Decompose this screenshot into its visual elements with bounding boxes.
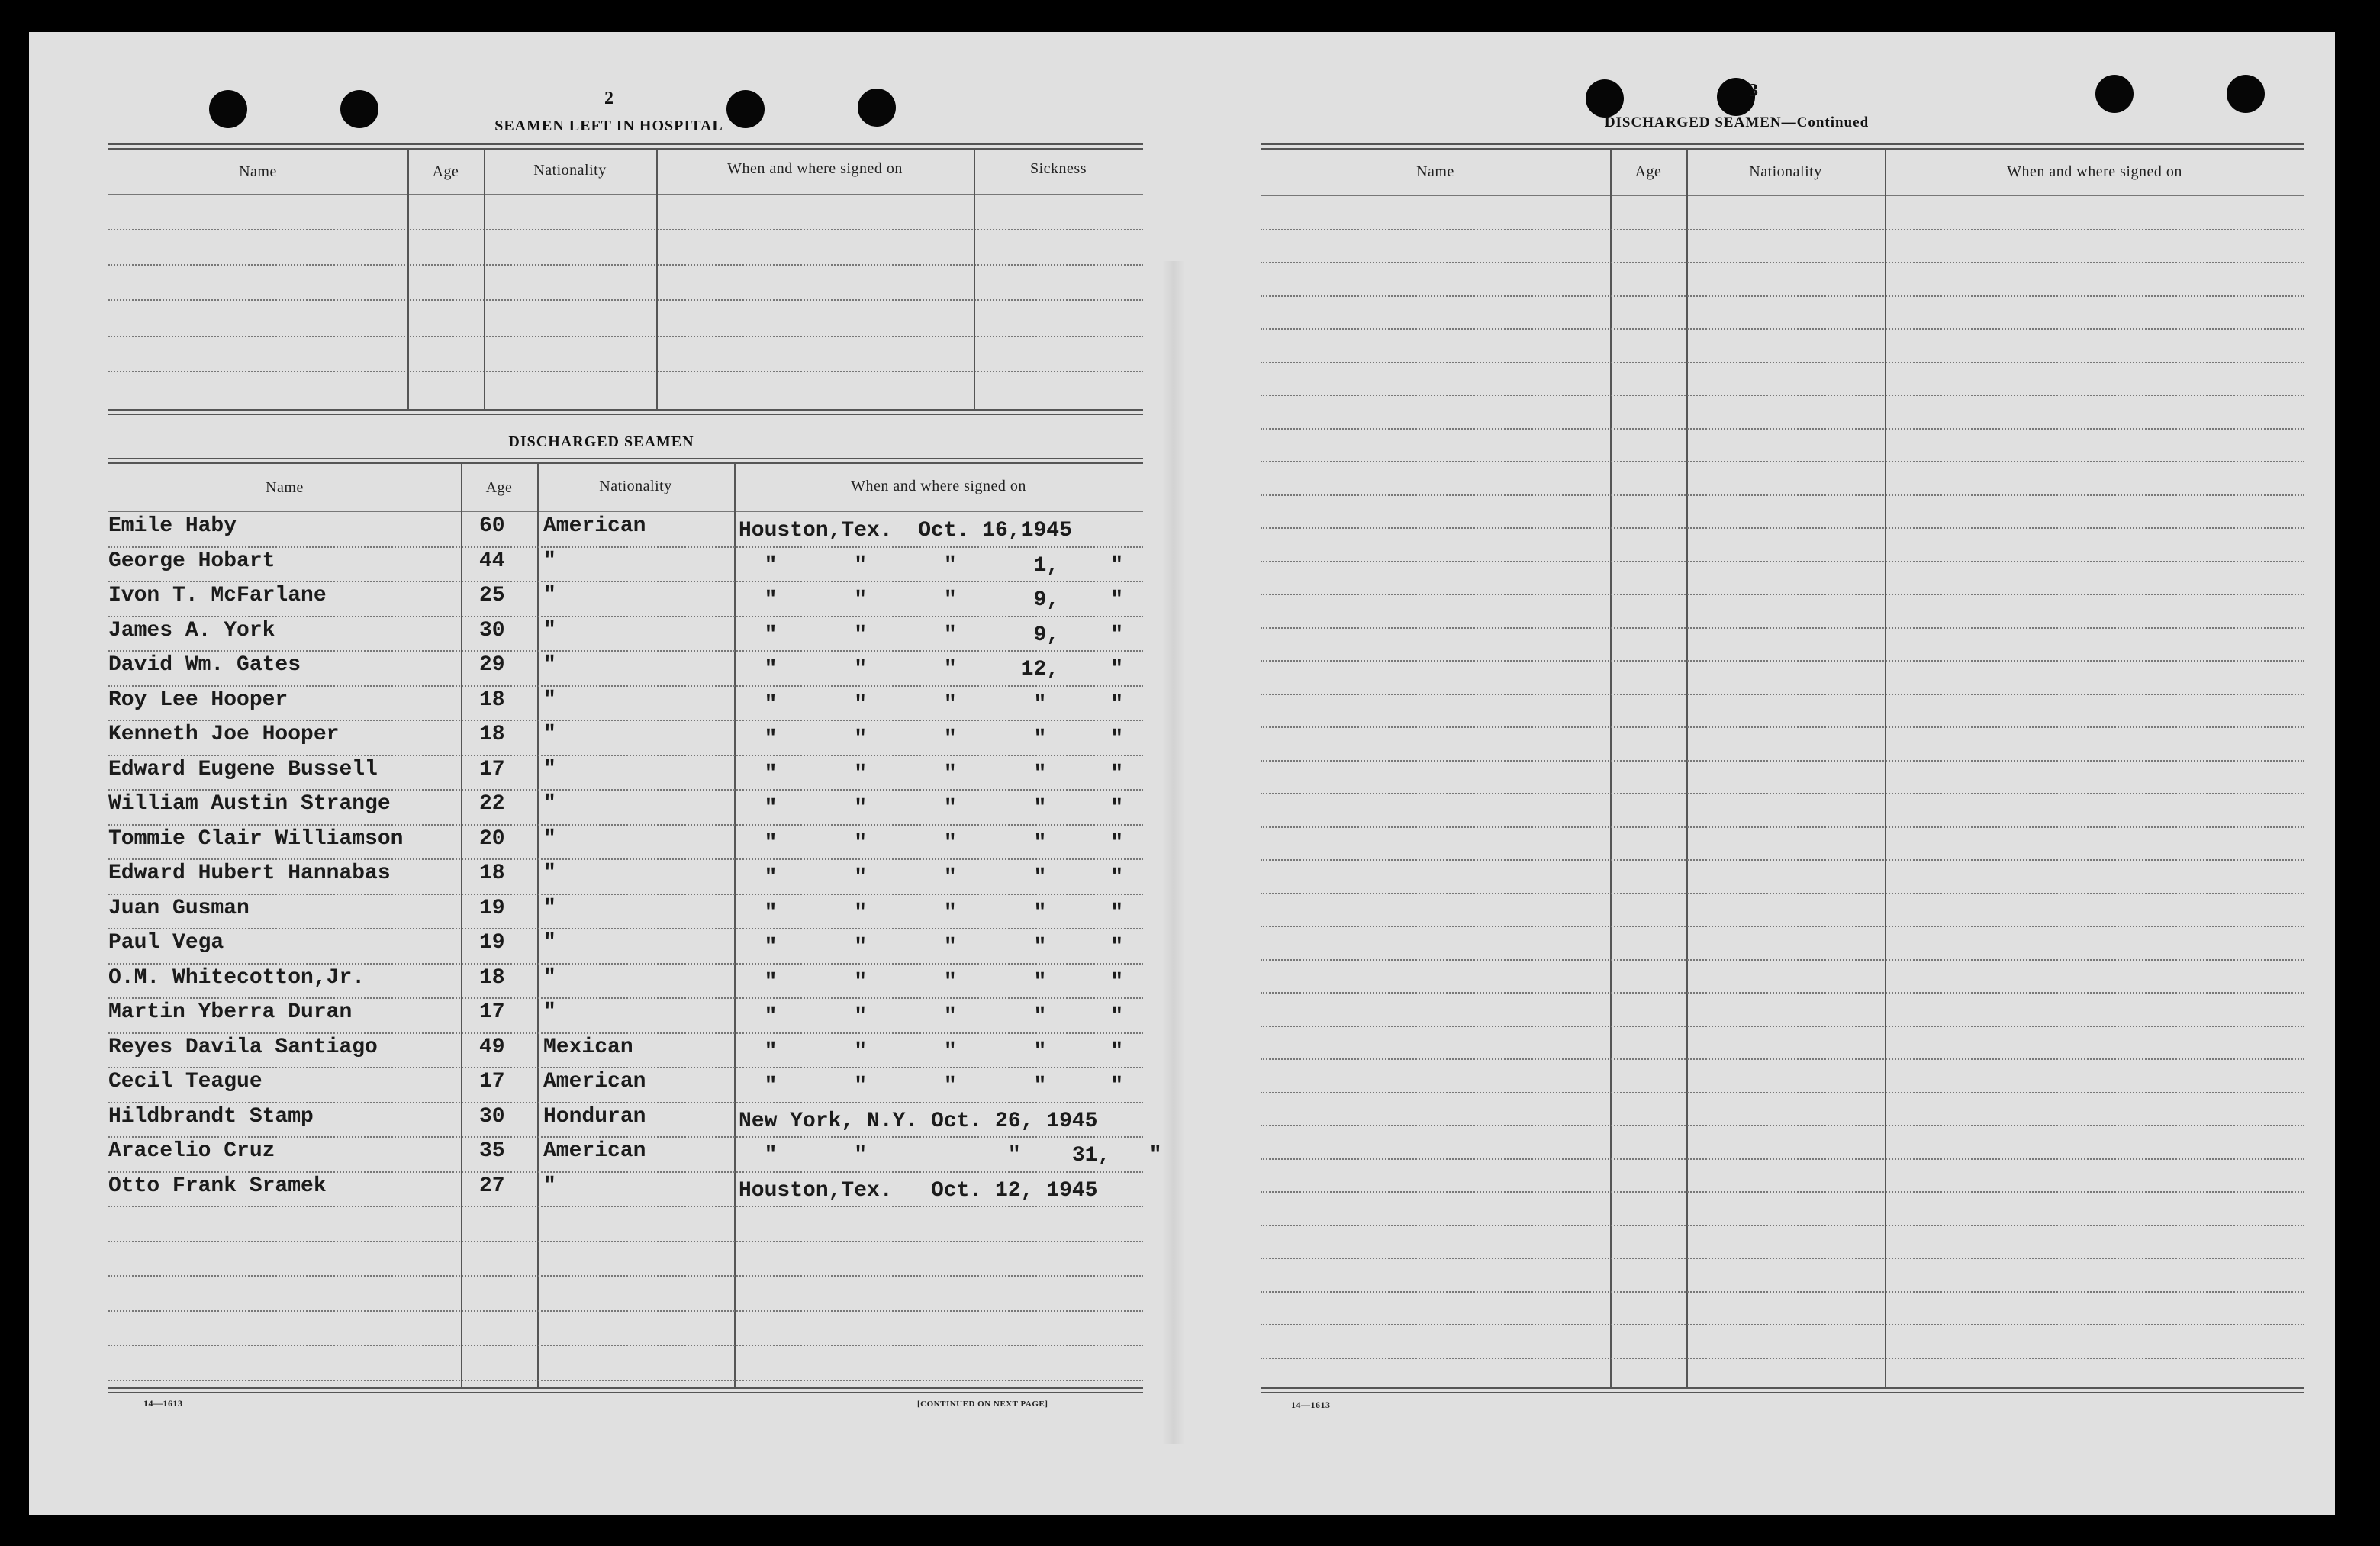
cell-name: Juan Gusman bbox=[108, 897, 250, 920]
form-number: 14—1613 bbox=[1291, 1399, 1331, 1410]
cell-age: 60 bbox=[479, 514, 505, 538]
cell-name: Ivon T. McFarlane bbox=[108, 584, 327, 607]
ruled-line bbox=[1261, 660, 2304, 662]
cell-name: Martin Yberra Duran bbox=[108, 1000, 353, 1024]
binder-hole bbox=[1586, 79, 1624, 118]
ruled-line bbox=[108, 650, 1143, 652]
ruled-line bbox=[108, 1136, 1143, 1138]
cell-age: 44 bbox=[479, 549, 505, 573]
cell-name: Edward Eugene Bussell bbox=[108, 758, 378, 781]
cell-name: Reyes Davila Santiago bbox=[108, 1035, 378, 1059]
column-header-signed-on: When and where signed on bbox=[851, 478, 1026, 494]
cell-nationality: Honduran bbox=[543, 1105, 646, 1129]
cell-age: 18 bbox=[479, 688, 505, 712]
cell-age: 18 bbox=[479, 723, 505, 746]
ruled-line bbox=[1261, 527, 2304, 529]
ruled-line bbox=[108, 685, 1143, 687]
ruled-line bbox=[1261, 461, 2304, 462]
cell-nationality: " bbox=[543, 1000, 556, 1024]
cell-nationality: Mexican bbox=[543, 1035, 633, 1059]
cell-name: William Austin Strange bbox=[108, 792, 391, 816]
ruled-line bbox=[1261, 826, 2304, 828]
ruled-line bbox=[108, 858, 1143, 860]
cell-age: 22 bbox=[479, 792, 505, 816]
cell-nationality: " bbox=[543, 688, 556, 712]
cell-signed-on: " " " 31, " bbox=[739, 1144, 1162, 1168]
cell-age: 19 bbox=[479, 931, 505, 955]
cell-age: 49 bbox=[479, 1035, 505, 1059]
cell-name: George Hobart bbox=[108, 549, 275, 573]
ruled-line bbox=[1261, 594, 2304, 595]
cell-signed-on: Houston,Tex. Oct. 12, 1945 bbox=[739, 1179, 1098, 1203]
column-header-age: Age bbox=[485, 479, 513, 496]
cell-name: Aracelio Cruz bbox=[108, 1139, 275, 1163]
ruled-line bbox=[1261, 1324, 2304, 1325]
hospital-section-title: SEAMEN LEFT IN HOSPITAL bbox=[494, 118, 723, 134]
ruled-line bbox=[1261, 1358, 2304, 1359]
cell-nationality: " bbox=[543, 619, 556, 643]
ruled-line bbox=[108, 720, 1143, 721]
binder-hole bbox=[858, 89, 896, 127]
ruled-line bbox=[1261, 1058, 2304, 1060]
column-header-age: Age bbox=[1634, 163, 1662, 180]
ruled-line bbox=[108, 1241, 1143, 1242]
ruled-line bbox=[1261, 893, 2304, 894]
cell-signed-on: " " " " " bbox=[739, 762, 1124, 786]
column-header-age: Age bbox=[432, 163, 459, 180]
cell-nationality: " bbox=[543, 966, 556, 990]
cell-name: Cecil Teague bbox=[108, 1070, 262, 1093]
ruled-line bbox=[1261, 1158, 2304, 1160]
ruled-line bbox=[1261, 992, 2304, 994]
ruled-line bbox=[108, 963, 1143, 965]
ruled-line bbox=[1261, 726, 2304, 728]
cell-nationality: American bbox=[543, 514, 646, 538]
column-header-signed-on: When and where signed on bbox=[727, 160, 903, 177]
column-header-name: Name bbox=[1416, 163, 1454, 180]
cell-age: 17 bbox=[479, 1000, 505, 1024]
ruled-line bbox=[1261, 1092, 2304, 1093]
ruled-line bbox=[108, 997, 1143, 999]
ruled-line bbox=[1261, 395, 2304, 396]
column-header-name: Name bbox=[239, 163, 277, 180]
cell-age: 19 bbox=[479, 897, 505, 920]
cell-name: Emile Haby bbox=[108, 514, 237, 538]
column-header-nationality: Nationality bbox=[1749, 163, 1822, 180]
ruled-line bbox=[108, 928, 1143, 929]
cell-nationality: " bbox=[543, 653, 556, 677]
cell-nationality: " bbox=[543, 792, 556, 816]
ruled-line bbox=[108, 1032, 1143, 1034]
ruled-line bbox=[108, 755, 1143, 756]
ruled-line bbox=[1261, 694, 2304, 695]
cell-nationality: " bbox=[543, 723, 556, 746]
cell-age: 18 bbox=[479, 862, 505, 885]
cell-name: James A. York bbox=[108, 619, 275, 643]
cell-name: Kenneth Joe Hooper bbox=[108, 723, 340, 746]
ruled-line bbox=[108, 789, 1143, 791]
cell-age: 17 bbox=[479, 758, 505, 781]
cell-signed-on: " " " 9, " bbox=[739, 588, 1124, 612]
ruled-line bbox=[1261, 959, 2304, 961]
ruled-line bbox=[1261, 1125, 2304, 1126]
ruled-line bbox=[1261, 1191, 2304, 1193]
ruled-line bbox=[108, 1067, 1143, 1068]
cell-signed-on: Houston,Tex. Oct. 16,1945 bbox=[739, 519, 1072, 543]
ruled-line bbox=[108, 546, 1143, 548]
ruled-line bbox=[108, 1310, 1143, 1312]
ruled-line bbox=[1261, 793, 2304, 794]
cell-age: 30 bbox=[479, 1105, 505, 1129]
cell-signed-on: New York, N.Y. Oct. 26, 1945 bbox=[739, 1110, 1098, 1133]
ruled-line bbox=[1261, 428, 2304, 430]
page-number: 3 bbox=[1749, 81, 1758, 101]
ruled-line bbox=[1261, 859, 2304, 861]
cell-nationality: " bbox=[543, 1174, 556, 1198]
ruled-line bbox=[1261, 229, 2304, 230]
ruled-line bbox=[1261, 262, 2304, 263]
column-header-sickness: Sickness bbox=[1030, 160, 1087, 177]
cell-signed-on: " " " " " bbox=[739, 971, 1124, 994]
ruled-line bbox=[1261, 1026, 2304, 1027]
ruled-line bbox=[1261, 627, 2304, 629]
column-header-signed-on: When and where signed on bbox=[2007, 163, 2182, 180]
binder-hole bbox=[2095, 75, 2134, 113]
ruled-line bbox=[108, 1380, 1143, 1381]
cell-age: 35 bbox=[479, 1139, 505, 1163]
cell-signed-on: " " " " " bbox=[739, 936, 1124, 959]
continued-note: [CONTINUED ON NEXT PAGE] bbox=[917, 1399, 1048, 1409]
cell-signed-on: " " " " " bbox=[739, 901, 1124, 925]
discharged-section-title: DISCHARGED SEAMEN bbox=[508, 433, 694, 450]
cell-signed-on: " " " " " bbox=[739, 727, 1124, 751]
ruled-line bbox=[108, 1206, 1143, 1207]
cell-signed-on: " " " 9, " bbox=[739, 623, 1124, 647]
ruled-line bbox=[108, 824, 1143, 826]
ruled-line bbox=[1261, 328, 2304, 330]
ruled-line bbox=[108, 1275, 1143, 1277]
cell-age: 30 bbox=[479, 619, 505, 643]
cell-signed-on: " " " 12, " bbox=[739, 658, 1124, 681]
cell-name: Paul Vega bbox=[108, 931, 224, 955]
cell-signed-on: " " " " " bbox=[739, 797, 1124, 820]
column-header-nationality: Nationality bbox=[599, 478, 672, 494]
cell-nationality: American bbox=[543, 1139, 646, 1163]
ruled-line bbox=[1261, 760, 2304, 762]
cell-age: 18 bbox=[479, 966, 505, 990]
cell-signed-on: " " " " " bbox=[739, 832, 1124, 855]
cell-nationality: " bbox=[543, 758, 556, 781]
cell-name: Roy Lee Hooper bbox=[108, 688, 288, 712]
ruled-line bbox=[108, 894, 1143, 895]
cell-signed-on: " " " " " bbox=[739, 693, 1124, 717]
cell-nationality: " bbox=[543, 931, 556, 955]
form-number: 14—1613 bbox=[143, 1398, 183, 1409]
cell-name: Tommie Clair Williamson bbox=[108, 827, 404, 851]
cell-nationality: American bbox=[543, 1070, 646, 1093]
cell-name: O.M. Whitecotton,Jr. bbox=[108, 966, 366, 990]
cell-nationality: " bbox=[543, 584, 556, 607]
ruled-line bbox=[108, 581, 1143, 582]
ruled-line bbox=[108, 616, 1143, 617]
page-fold bbox=[1162, 261, 1185, 1444]
column-header-nationality: Nationality bbox=[533, 162, 607, 179]
right-section-title: DISCHARGED SEAMEN—Continued bbox=[1604, 114, 1870, 130]
binder-hole bbox=[2227, 75, 2265, 113]
cell-age: 27 bbox=[479, 1174, 505, 1198]
ruled-line bbox=[1261, 926, 2304, 927]
cell-age: 20 bbox=[479, 827, 505, 851]
ruled-line bbox=[1261, 1225, 2304, 1226]
ledger-sheet bbox=[29, 32, 2335, 1515]
page-number: 2 bbox=[604, 89, 614, 108]
binder-hole bbox=[209, 90, 247, 128]
ruled-line bbox=[108, 1345, 1143, 1346]
ruled-line bbox=[108, 1171, 1143, 1173]
cell-signed-on: " " " " " bbox=[739, 1074, 1124, 1098]
cell-age: 25 bbox=[479, 584, 505, 607]
cell-signed-on: " " " " " bbox=[739, 866, 1124, 890]
cell-name: David Wm. Gates bbox=[108, 653, 301, 677]
cell-nationality: " bbox=[543, 549, 556, 573]
cell-signed-on: " " " " " bbox=[739, 1005, 1124, 1029]
cell-signed-on: " " " " " bbox=[739, 1040, 1124, 1064]
cell-age: 29 bbox=[479, 653, 505, 677]
cell-name: Otto Frank Sramek bbox=[108, 1174, 327, 1198]
cell-name: Edward Hubert Hannabas bbox=[108, 862, 391, 885]
cell-name: Hildbrandt Stamp bbox=[108, 1105, 314, 1129]
cell-nationality: " bbox=[543, 827, 556, 851]
ruled-line bbox=[108, 1102, 1143, 1103]
cell-age: 17 bbox=[479, 1070, 505, 1093]
ruled-line bbox=[1261, 494, 2304, 496]
ruled-line bbox=[1261, 1258, 2304, 1259]
cell-signed-on: " " " 1, " bbox=[739, 554, 1124, 578]
cell-nationality: " bbox=[543, 862, 556, 885]
ruled-line bbox=[1261, 1291, 2304, 1293]
cell-nationality: " bbox=[543, 897, 556, 920]
binder-hole bbox=[340, 90, 378, 128]
ruled-line bbox=[1261, 362, 2304, 363]
ruled-line bbox=[1261, 295, 2304, 297]
ruled-line bbox=[1261, 561, 2304, 562]
column-header-name: Name bbox=[266, 479, 304, 496]
